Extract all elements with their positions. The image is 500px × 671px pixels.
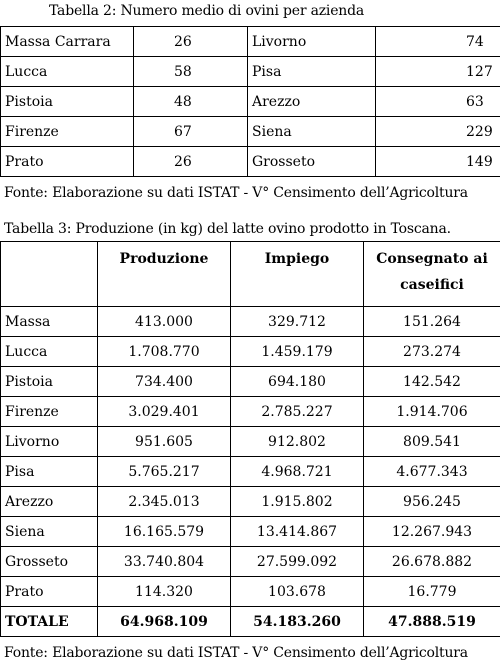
table3-region: Grosseto (1, 547, 98, 577)
table3-impiego: 103.678 (231, 577, 364, 607)
table3-produzione: 3.029.401 (98, 397, 231, 427)
table2-row (1, 57, 500, 87)
table2-right-name: Grosseto (248, 147, 376, 177)
table3-impiego: 2.785.227 (231, 397, 364, 427)
table3-produzione: 734.400 (98, 367, 231, 397)
table3-row (1, 397, 500, 427)
table2-right-value: 74 (376, 27, 500, 57)
table3-consegnato: 12.267.943 (364, 517, 500, 547)
table3-header-cell: Impiego (231, 242, 364, 307)
table3-region: Pistoia (1, 367, 98, 397)
table3-impiego: 1.915.802 (231, 487, 364, 517)
table3-row (1, 577, 500, 607)
table3-row (1, 307, 500, 337)
table2-left-value: 58 (134, 57, 248, 87)
table3-consegnato: 26.678.882 (364, 547, 500, 577)
table2-left-name: Massa Carrara (1, 27, 134, 57)
table3-impiego: 27.599.092 (231, 547, 364, 577)
table3-impiego: 329.712 (231, 307, 364, 337)
table3-row (1, 547, 500, 577)
table2-left-name: Pistoia (1, 87, 134, 117)
table3-region: Massa (1, 307, 98, 337)
table3-produzione: 413.000 (98, 307, 231, 337)
table3-consegnato: 142.542 (364, 367, 500, 397)
table3-row (1, 427, 500, 457)
table3 (0, 241, 500, 637)
table2-row (1, 147, 500, 177)
table2-right-name: Pisa (248, 57, 376, 87)
table3-total-produzione: 64.968.109 (98, 607, 231, 637)
table3-caption: Tabella 3: Produzione (in kg) del latte ovino prodotto in Toscana. (4, 221, 451, 237)
table2-right-value: 63 (376, 87, 500, 117)
table3-impiego: 694.180 (231, 367, 364, 397)
table3-region: Arezzo (1, 487, 98, 517)
table2-right-value: 229 (376, 117, 500, 147)
table3-consegnato: 273.274 (364, 337, 500, 367)
table3-consegnato: 1.914.706 (364, 397, 500, 427)
table2-left-value: 67 (134, 117, 248, 147)
table3-body (1, 242, 500, 637)
table3-total-impiego: 54.183.260 (231, 607, 364, 637)
table3-produzione: 1.708.770 (98, 337, 231, 367)
table2 (0, 26, 500, 177)
table3-impiego: 912.802 (231, 427, 364, 457)
table3-region: Livorno (1, 427, 98, 457)
table3-consegnato: 956.245 (364, 487, 500, 517)
table3-produzione: 2.345.013 (98, 487, 231, 517)
table2-right-name: Arezzo (248, 87, 376, 117)
table2-right-value: 149 (376, 147, 500, 177)
table3-header-cell: Consegnato ai caseifici (364, 242, 500, 307)
table3-produzione: 951.605 (98, 427, 231, 457)
table3-total-row (1, 607, 500, 637)
table2-left-value: 26 (134, 147, 248, 177)
table3-row (1, 457, 500, 487)
table3-total-region: TOTALE (1, 607, 98, 637)
table3-impiego: 4.968.721 (231, 457, 364, 487)
table2-right-value: 127 (376, 57, 500, 87)
table3-produzione: 114.320 (98, 577, 231, 607)
table3-produzione: 5.765.217 (98, 457, 231, 487)
table2-left-value: 48 (134, 87, 248, 117)
table3-produzione: 16.165.579 (98, 517, 231, 547)
table3-source: Fonte: Elaborazione su dati ISTAT - V° Censimento dell’Agricoltura (4, 645, 468, 661)
table2-caption: Tabella 2: Numero medio di ovini per azienda (49, 3, 364, 19)
table2-right-name: Siena (248, 117, 376, 147)
table3-impiego: 1.459.179 (231, 337, 364, 367)
table3-row (1, 367, 500, 397)
table3-row (1, 517, 500, 547)
table2-left-name: Prato (1, 147, 134, 177)
table2-source: Fonte: Elaborazione su dati ISTAT - V° Censimento dell’Agricoltura (4, 185, 468, 201)
table3-consegnato: 809.541 (364, 427, 500, 457)
table3-consegnato: 16.779 (364, 577, 500, 607)
table3-header-cell (1, 242, 98, 307)
table2-body (1, 27, 500, 177)
table3-row (1, 487, 500, 517)
table2-left-name: Lucca (1, 57, 134, 87)
table3-total-consegnato: 47.888.519 (364, 607, 500, 637)
table3-region: Lucca (1, 337, 98, 367)
table2-row (1, 117, 500, 147)
table2-left-value: 26 (134, 27, 248, 57)
table2-left-name: Firenze (1, 117, 134, 147)
table2-row (1, 27, 500, 57)
table3-region: Siena (1, 517, 98, 547)
table3-region: Pisa (1, 457, 98, 487)
table3-impiego: 13.414.867 (231, 517, 364, 547)
table3-produzione: 33.740.804 (98, 547, 231, 577)
table3-region: Prato (1, 577, 98, 607)
table3-consegnato: 151.264 (364, 307, 500, 337)
table3-region: Firenze (1, 397, 98, 427)
table2-row (1, 87, 500, 117)
table2-right-name: Livorno (248, 27, 376, 57)
table3-header-cell: Produzione (98, 242, 231, 307)
table3-consegnato: 4.677.343 (364, 457, 500, 487)
table3-header-row (1, 242, 500, 307)
table3-row (1, 337, 500, 367)
